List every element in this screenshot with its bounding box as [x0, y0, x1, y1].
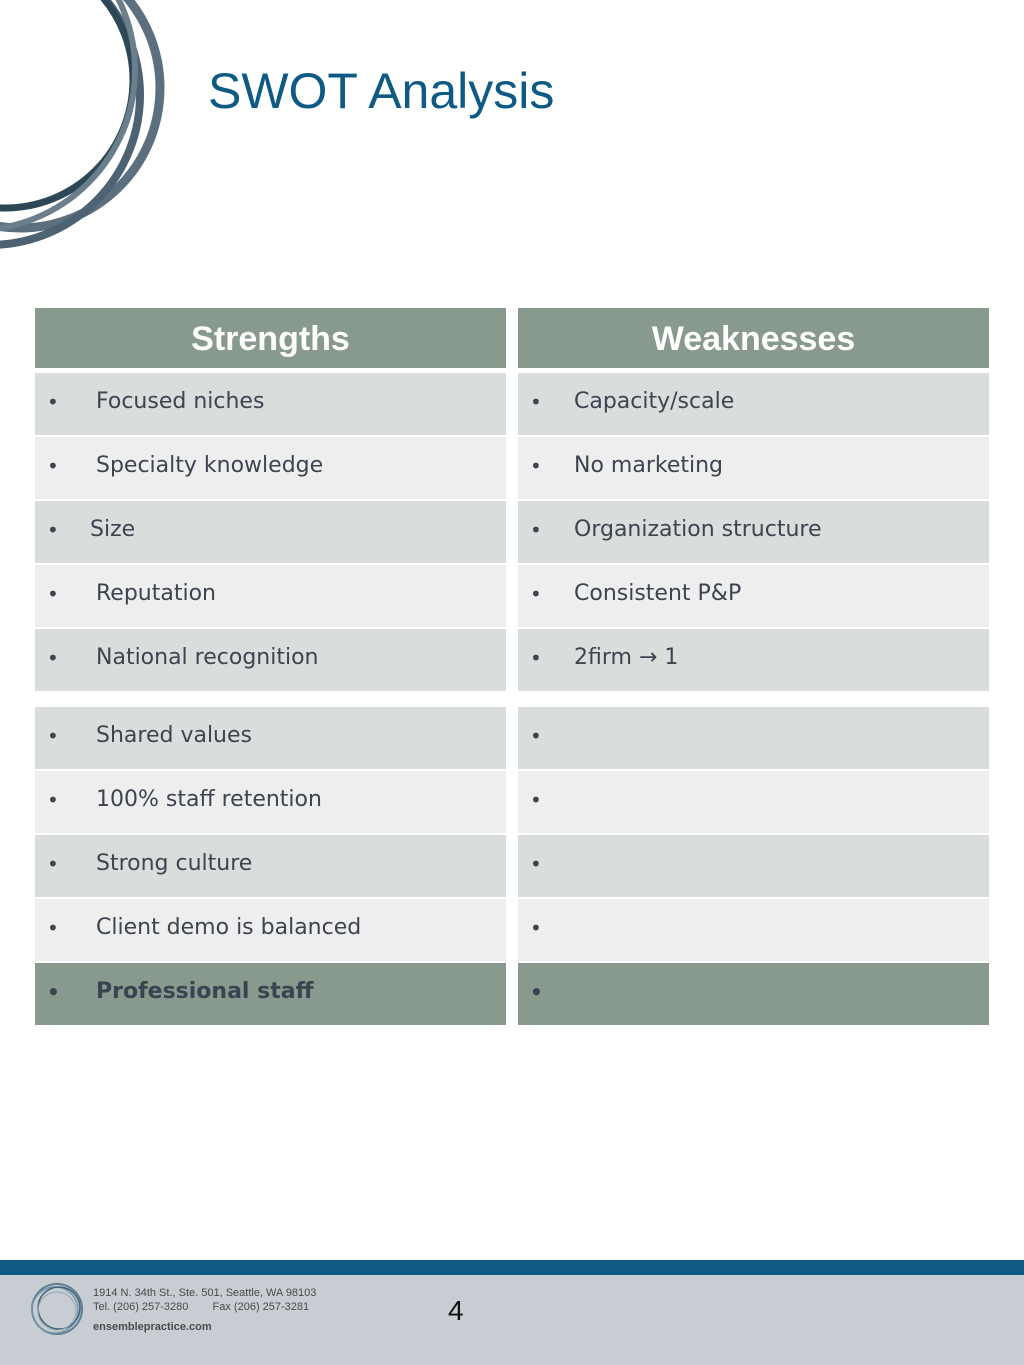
strength-row: [35, 437, 506, 499]
strength-row: [35, 501, 506, 563]
strength-item: Shared values: [96, 723, 252, 748]
page-title: SWOT Analysis: [208, 63, 555, 119]
weakness-row: [518, 963, 989, 1025]
strength-row: [35, 835, 506, 897]
bullet: •: [47, 582, 59, 606]
bullet: •: [47, 646, 59, 670]
bullet: •: [47, 454, 59, 478]
bullet: •: [530, 518, 542, 542]
bullet: •: [47, 724, 59, 748]
footer-address: 1914 N. 34th St., Ste. 501, Seattle, WA 98103: [93, 1287, 317, 1299]
bullet: •: [530, 852, 542, 876]
bullet: •: [47, 518, 59, 542]
weakness-item: Capacity/scale: [574, 389, 735, 414]
strength-item: Professional staff: [96, 979, 314, 1004]
bullet: •: [47, 788, 59, 812]
weakness-row: [518, 565, 989, 627]
bullet: •: [530, 916, 542, 940]
weakness-row: [518, 629, 989, 691]
weakness-row: [518, 899, 989, 961]
bullet: •: [530, 788, 542, 812]
strength-row: [35, 373, 506, 435]
footer-accent-bar: [0, 1260, 1024, 1275]
weakness-item: Consistent P&P: [574, 581, 742, 606]
bullet: •: [530, 454, 542, 478]
bullet: •: [47, 390, 59, 414]
ring-logo-graphic: [0, 0, 200, 260]
bullet: •: [530, 582, 542, 606]
weakness-row: [518, 707, 989, 769]
strength-item: Client demo is balanced: [96, 915, 362, 940]
weakness-row: [518, 501, 989, 563]
footer-contact: [93, 1286, 316, 1334]
strength-row: [35, 963, 506, 1025]
footer-tel: Tel. (206) 257-3280: [93, 1301, 189, 1313]
bullet: •: [47, 980, 60, 1004]
strength-item: Size: [90, 517, 136, 542]
weakness-item: Organization structure: [574, 517, 822, 542]
weakness-row: [518, 437, 989, 499]
strength-row: [35, 629, 506, 691]
bullet: •: [47, 916, 59, 940]
weakness-row: [518, 373, 989, 435]
strength-row: [35, 565, 506, 627]
weakness-item: 2firm → 1: [574, 645, 679, 670]
strength-row: [35, 707, 506, 769]
weakness-row: [518, 835, 989, 897]
footer-website[interactable]: ensemblepractice.com: [93, 1321, 212, 1333]
strength-row: [35, 899, 506, 961]
weakness-row: [518, 771, 989, 833]
weakness-item: No marketing: [574, 453, 724, 478]
strength-item: 100% staff retention: [96, 787, 322, 812]
strength-item: Strong culture: [96, 851, 253, 876]
strength-row: [35, 771, 506, 833]
bullet: •: [47, 852, 59, 876]
ensemble-ring-icon: [28, 1280, 86, 1338]
page-number: 4: [448, 1295, 464, 1326]
bullet: •: [530, 646, 542, 670]
footer-fax: Fax (206) 257-3281: [212, 1301, 310, 1313]
bullet: •: [530, 980, 543, 1004]
bullet: •: [530, 390, 542, 414]
strength-item: Specialty knowledge: [96, 453, 324, 478]
strength-item: Reputation: [96, 581, 216, 606]
strengths-header: Strengths: [35, 308, 506, 368]
bullet: •: [530, 724, 542, 748]
strength-item: National recognition: [96, 645, 319, 670]
strength-item: Focused niches: [96, 389, 265, 414]
weaknesses-header: Weaknesses: [518, 308, 989, 368]
